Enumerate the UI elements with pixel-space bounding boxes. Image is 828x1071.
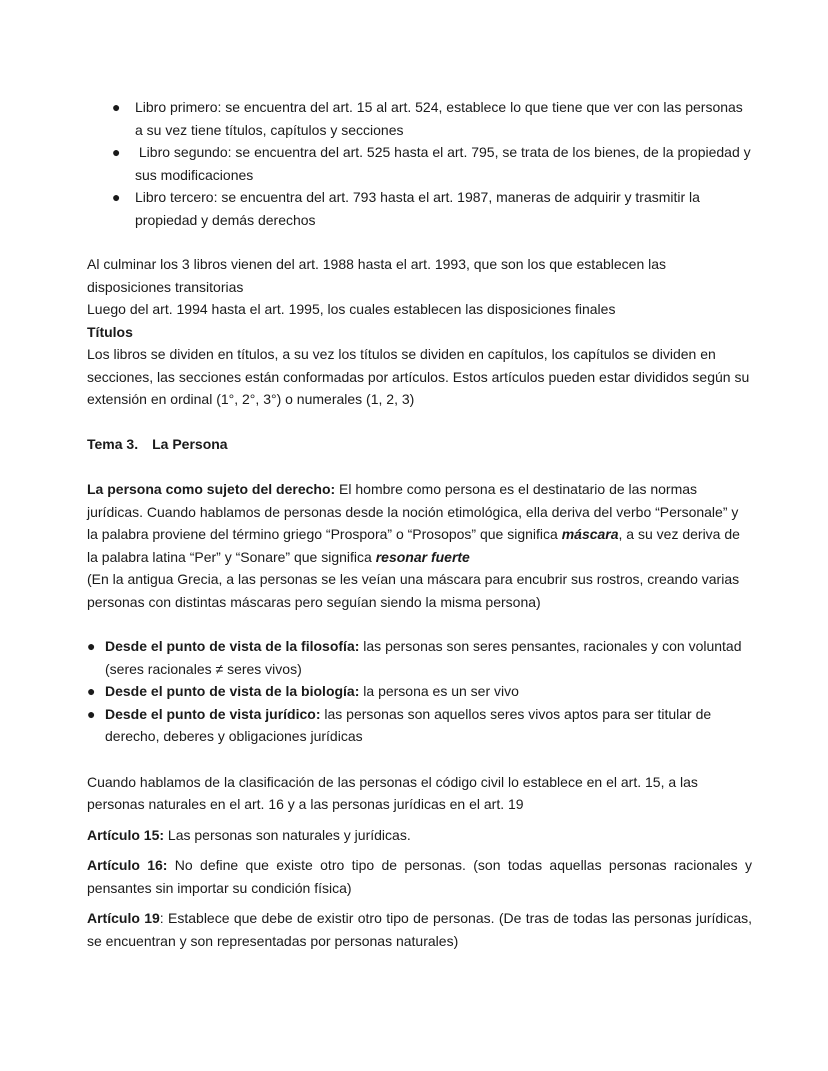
bullet-icon: ● <box>112 99 121 115</box>
intro-paragraph: Luego del art. 1994 hasta el art. 1995, los cuales establecen las disposiciones finales <box>87 301 616 317</box>
persona-note: (En la antigua Grecia, a las personas se les veían una máscara para encubrir sus rostros, creando varias personas con distintas máscaras pero seguían siendo la misma persona) <box>87 571 740 610</box>
articulo-16: Artículo 16: No define que existe otro tipo de personas. (son todas aquellas personas racionales y pensantes sin importar su condición física) <box>87 857 753 896</box>
document-page <box>87 96 752 952</box>
intro-paragraph: Al culminar los 3 libros vienen del art. 1988 hasta el art. 1993, que son los que establecen las disposiciones transitorias <box>87 256 667 295</box>
list-item: ● Libro tercero: se encuentra del art. 793 hasta el art. 1987, maneras de adquirir y trasmitir la propiedad y demás derechos <box>87 186 752 231</box>
persona-paragraph: La persona como sujeto del derecho: El hombre como persona es el destinatario de las normas jurídicas. Cuando hablamos de personas desde la noción etimológica, ella deriva del verbo “Personale” y la palabra proviene del término griego “Prospora” o “Prosopos” que significa máscara, a su vez deriva de la palabra latina “Per” y “Sonare” que significa resonar fuerte <box>87 481 740 565</box>
bullet-icon: ● <box>112 189 121 205</box>
bullet-icon: ● <box>87 705 96 722</box>
list-item: ● Libro segundo: se encuentra del art. 525 hasta el art. 795, se trata de los bienes, de la propiedad y sus modificaciones <box>87 141 752 186</box>
bullet-icon: ● <box>112 144 121 160</box>
clasificacion-paragraph: Cuando hablamos de la clasificación de las personas el código civil lo establece en el art. 15, a las personas naturales en el art. 16 y a las personas jurídicas en el art. 19 <box>87 773 698 812</box>
section-heading: Títulos <box>87 323 133 340</box>
bullet-icon: ● <box>87 683 96 699</box>
vistas-list <box>87 635 752 748</box>
bullet-icon: ● <box>87 638 96 654</box>
list-item: ● Desde el punto de vista de la filosofía: las personas son seres pensantes, racionales y con voluntad (seres racionales ≠ seres vivos) <box>87 635 752 680</box>
list-item: ● Desde el punto de vista jurídico: las personas son aquellos seres vivos aptos para ser titular de derecho, deberes y obligaciones jurídicas <box>87 703 752 748</box>
articulo-15: Artículo 15: Las personas son naturales y jurídicas. <box>87 826 411 843</box>
list-item: ● Libro primero: se encuentra del art. 15 al art. 524, establece lo que tiene que ver con las personas a su vez tiene títulos, capítulos y secciones <box>87 96 752 141</box>
libros-list <box>87 96 752 231</box>
titulos-paragraph: Los libros se dividen en títulos, a su vez los títulos se dividen en capítulos, los capítulos se dividen en secciones, las secciones están conformadas por artículos. Estos artículos pueden estar divididos según su extensión en ordinal (1°, 2°, 3°) o numerales (1, 2, 3) <box>87 346 750 407</box>
tema-heading: Tema 3. La Persona <box>87 435 228 452</box>
articulo-19: Artículo 19: Establece que debe de existir otro tipo de personas. (De tras de todas las personas jurídicas, se encuentran y son representadas por personas naturales) <box>87 910 753 949</box>
list-item: ● Desde el punto de vista de la biología: la persona es un ser vivo <box>87 680 752 703</box>
